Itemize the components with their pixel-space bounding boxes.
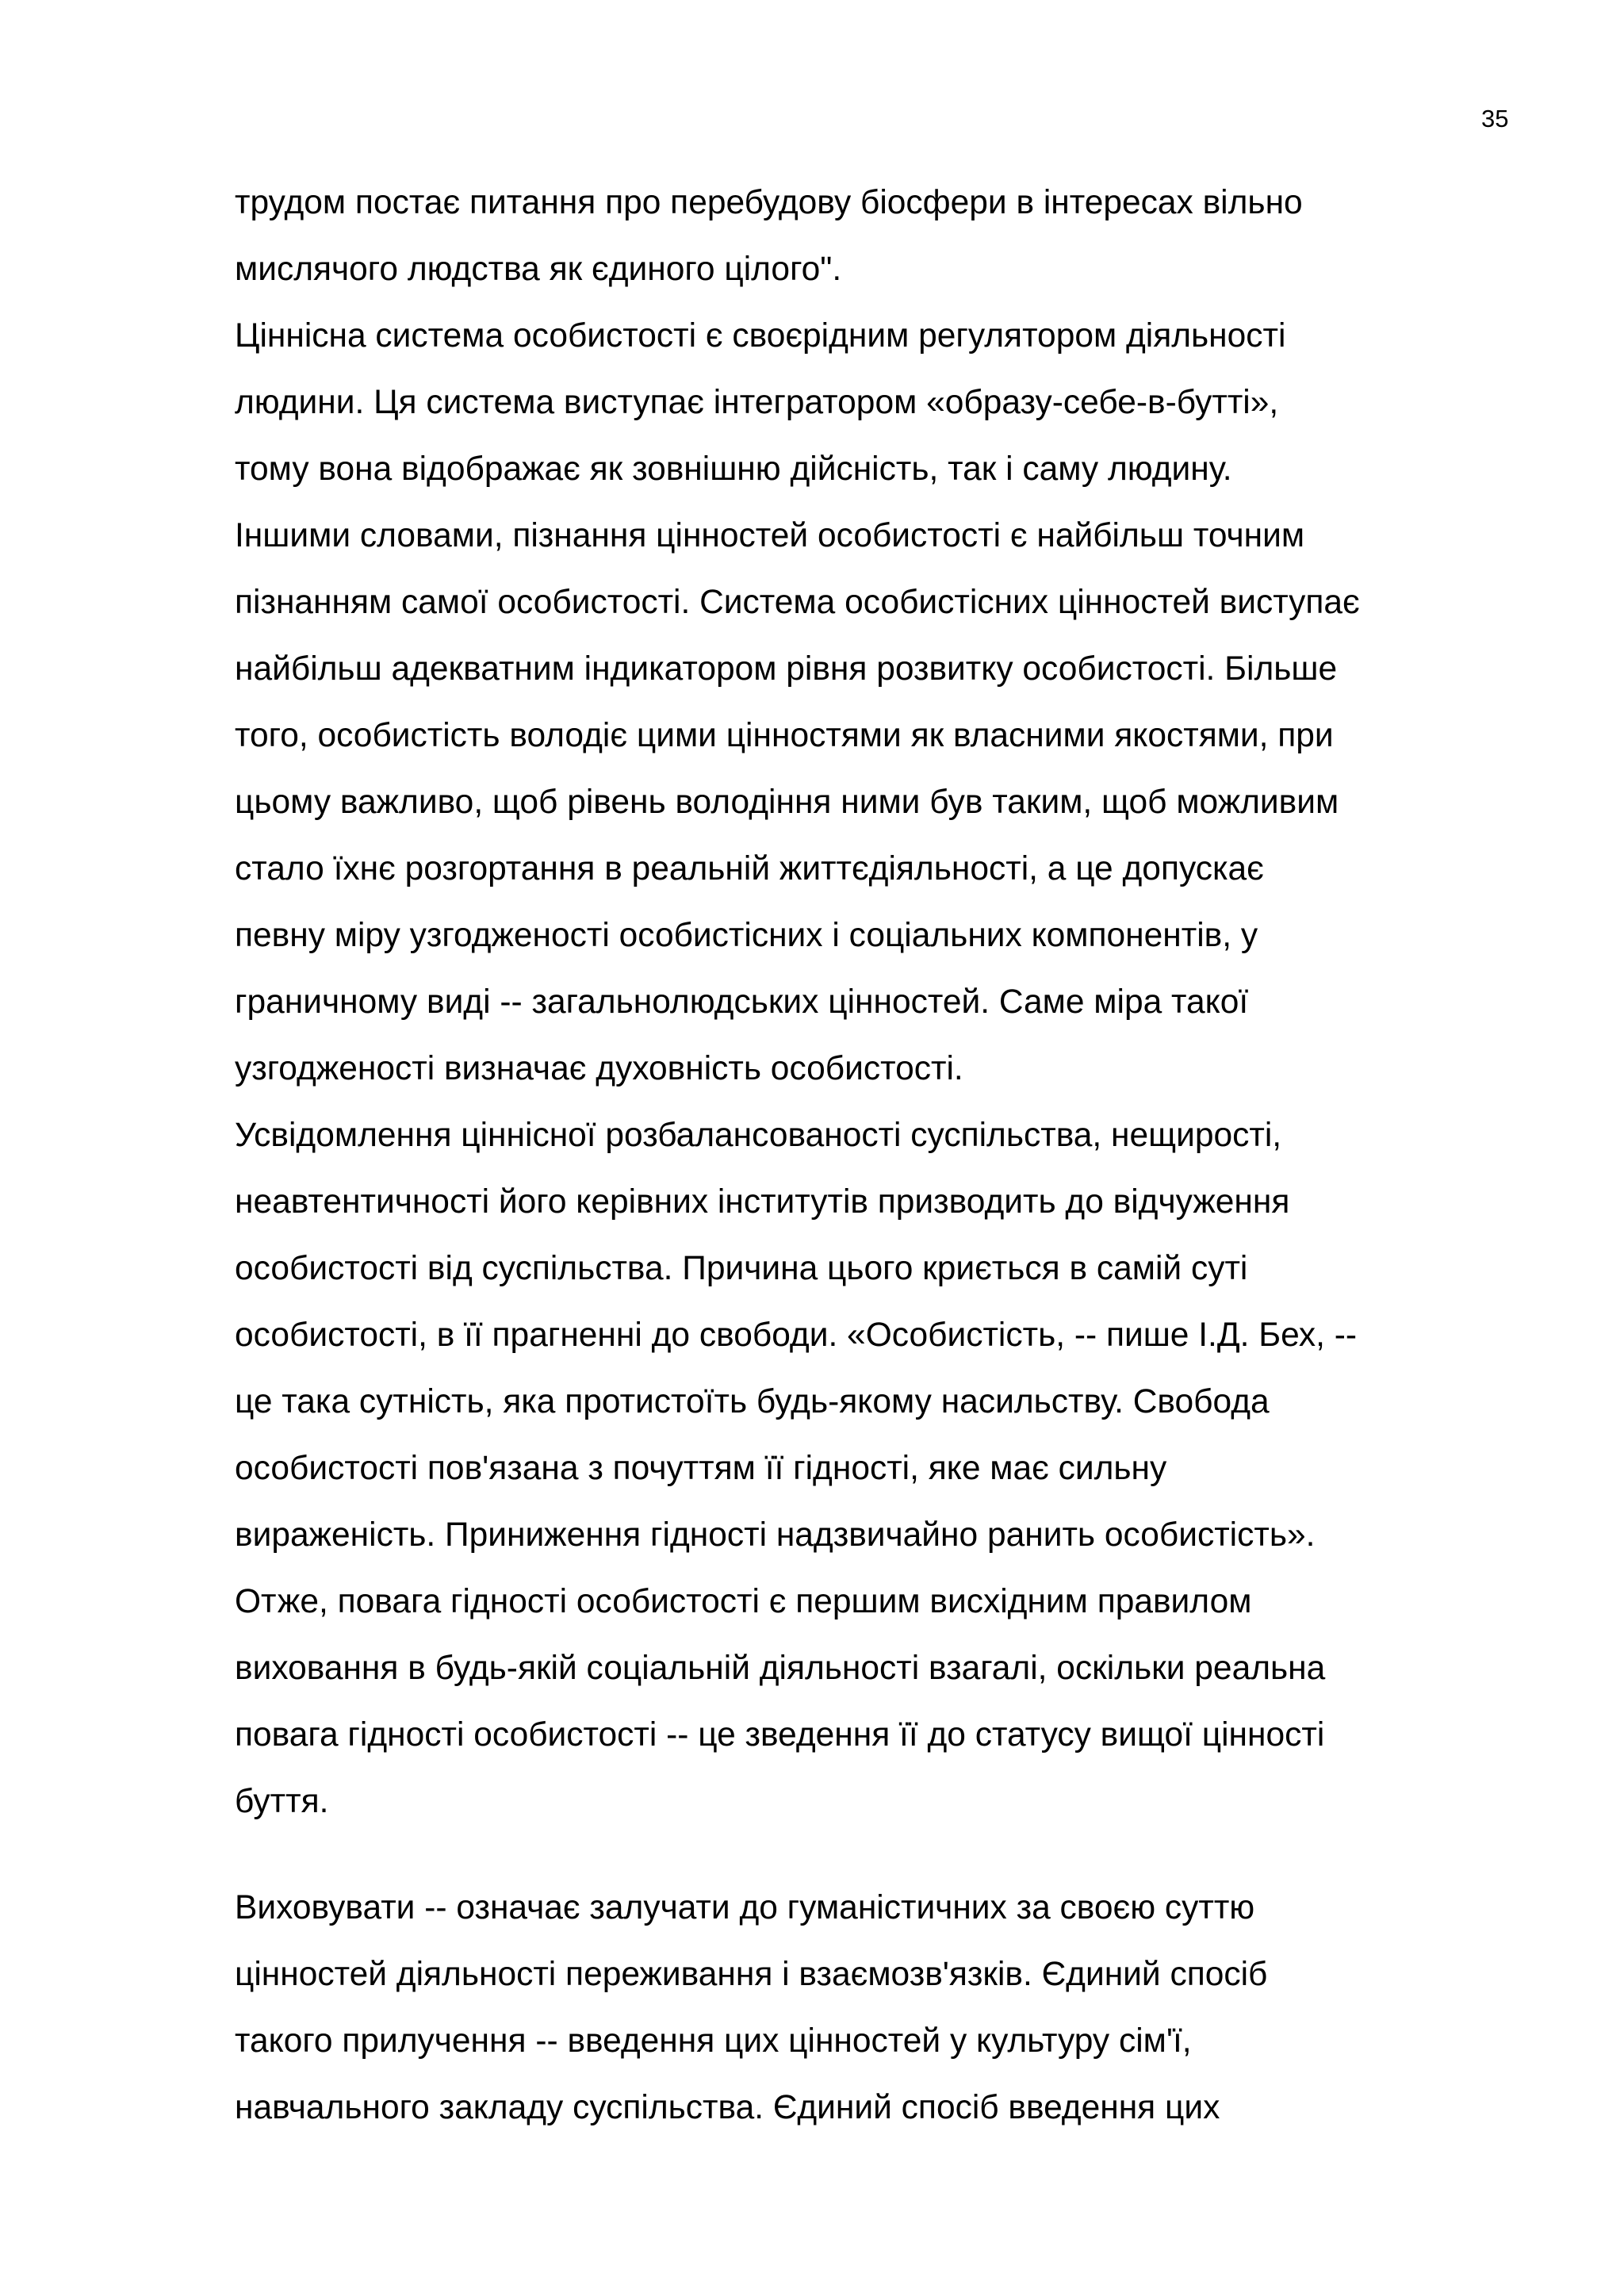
text-line: трудом постає питання про перебудову біосфери в інтересах вільно — [235, 184, 1303, 221]
paragraph-2 — [235, 303, 1535, 1102]
text-line: того, особистість володіє цими цінностями як власними якостями, при — [235, 717, 1334, 754]
body-text — [235, 170, 1535, 2141]
text-line: особистості, в її прагненні до свободи. «Особистість, -- пише І.Д. Бех, -- — [235, 1317, 1358, 1354]
text-line: пізнанням самої особистості. Система особистісних цінностей виступає — [235, 584, 1360, 621]
paragraph-3 — [235, 1102, 1535, 1835]
text-line: повага гідності особистості -- це зведення її до статусу вищої цінності — [235, 1716, 1325, 1754]
text-line: особистості від суспільства. Причина цього криється в самій суті — [235, 1250, 1248, 1287]
text-line: Іншими словами, пізнання цінностей особистості є найбільш точним — [235, 517, 1305, 554]
text-line: вираженість. Приниження гідності надзвичайно ранить особистість». — [235, 1516, 1316, 1554]
text-line: людини. Ця система виступає інтегратором «образу-себе-в-бутті», — [235, 384, 1279, 421]
text-line: стало їхнє розгортання в реальній життєдіяльності, а це допускає — [235, 850, 1264, 887]
text-line: найбільш адекватним індикатором рівня розвитку особистості. Більше — [235, 650, 1338, 688]
text-line: граничному виді -- загальнолюдських цінностей. Саме міра такої — [235, 983, 1249, 1021]
text-line: Виховувати -- означає залучати до гуманістичних за своєю суттю — [235, 1889, 1255, 1926]
paragraph-spacer — [235, 1835, 1535, 1875]
page-number: 35 — [1481, 105, 1509, 132]
text-line: Усвідомлення ціннісної розбалансованості суспільства, нещирості, — [235, 1117, 1282, 1154]
text-line: Отже, повага гідності особистості є першим висхідним правилом — [235, 1583, 1252, 1620]
text-line: мислячого людства як єдиного цілого". — [235, 251, 842, 288]
text-line: узгодженості визначає духовність особистості. — [235, 1050, 963, 1087]
text-line: буття. — [235, 1783, 329, 1820]
text-line: певну міру узгодженості особистісних і соціальних компонентів, у — [235, 917, 1258, 954]
paragraph-4 — [235, 1875, 1535, 2141]
text-line: Ціннісна система особистості є своєрідним регулятором діяльності — [235, 317, 1286, 355]
text-line: цінностей діяльності переживання і взаємозв'язків. Єдиний спосіб — [235, 1956, 1268, 1993]
text-line: навчального закладу суспільства. Єдиний спосіб введення цих — [235, 2089, 1220, 2126]
text-line: тому вона відображає як зовнішню дійсність, так і саму людину. — [235, 450, 1232, 488]
text-line: це така сутність, яка протистоїть будь-якому насильству. Свобода — [235, 1383, 1270, 1420]
text-line: цьому важливо, щоб рівень володіння ними був таким, щоб можливим — [235, 784, 1339, 821]
paragraph-1 — [235, 170, 1535, 303]
text-line: такого прилучення -- введення цих цінностей у культуру сім'ї, — [235, 2022, 1192, 2060]
text-line: особистості пов'язана з почуттям її гідності, яке має сильну — [235, 1450, 1167, 1487]
text-line: неавтентичності його керівних інститутів призводить до відчуження — [235, 1183, 1290, 1221]
text-line: виховання в будь-якій соціальній діяльності взагалі, оскільки реальна — [235, 1650, 1326, 1687]
